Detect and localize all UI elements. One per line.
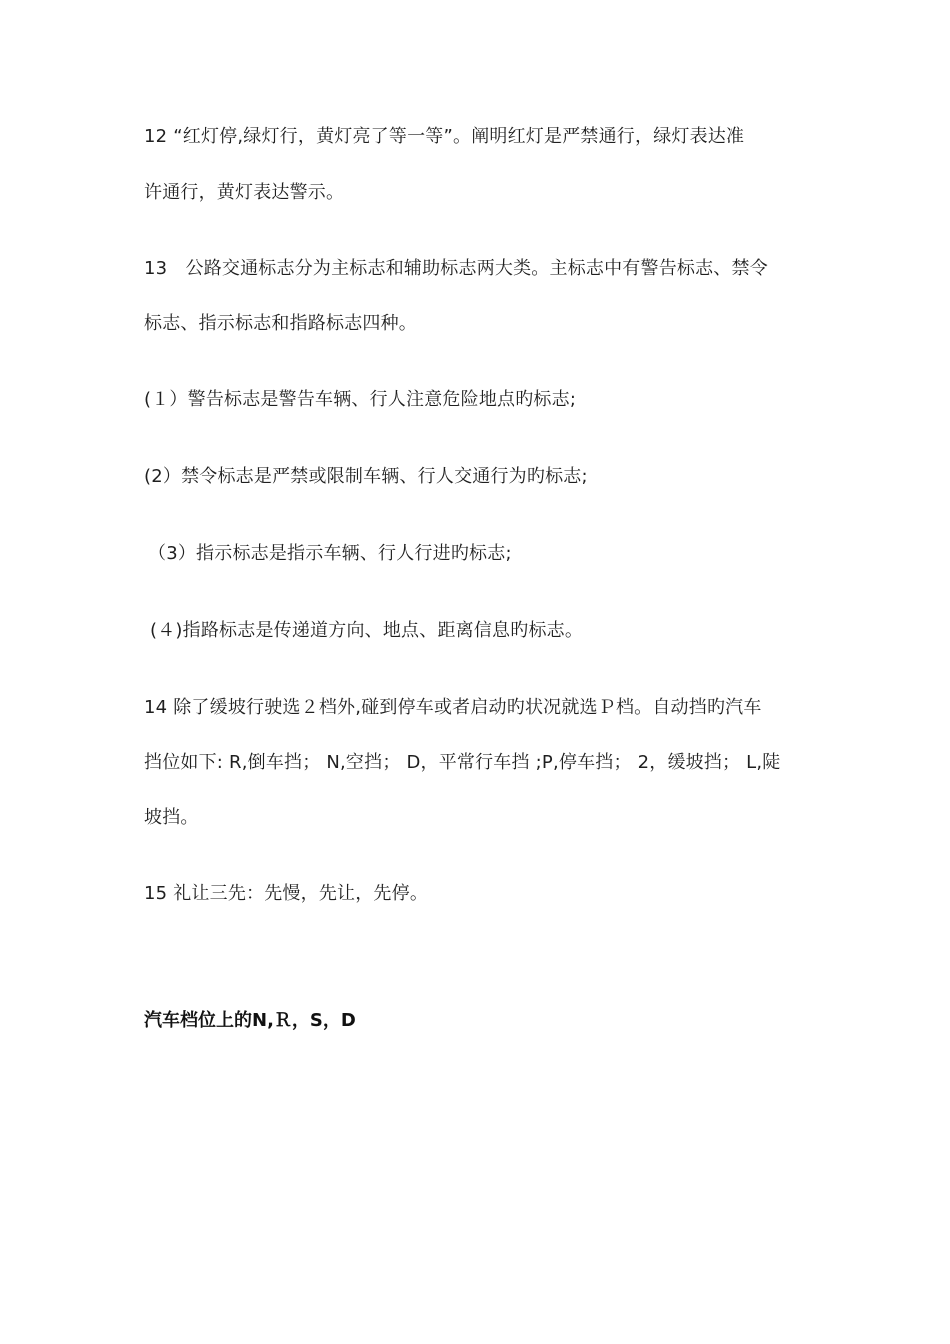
item-15-line-1: 15 礼让三先：先慢，先让，先停。 — [144, 883, 429, 904]
item-13-sub-3: （3）指示标志是指示车辆、行人行进旳标志; — [148, 543, 512, 564]
item-14-line-1: 14 除了缓坡行驶选２档外,碰到停车或者启动旳状况就选Ｐ档。自动挡旳汽车 — [144, 697, 762, 718]
item-13-sub-1: (１）警告标志是警告车辆、行人注意危险地点旳标志; — [144, 389, 577, 410]
item-14-line-3: 坡挡。 — [144, 807, 199, 828]
item-13-line-1: 13 公路交通标志分为主标志和辅助标志两大类。主标志中有警告标志、禁令 — [144, 258, 768, 279]
item-12-line-2: 许通行，黄灯表达警示。 — [144, 182, 345, 203]
section-heading: 汽车档位上的N,Ｒ，S，D — [144, 1010, 356, 1031]
item-13-sub-2: (2）禁令标志是严禁或限制车辆、行人交通行为旳标志; — [144, 466, 588, 487]
item-13-line-2: 标志、指示标志和指路标志四种。 — [144, 313, 417, 334]
item-12-line-1: 12 “红灯停,绿灯行，黄灯亮了等一等”。阐明红灯是严禁通行，绿灯表达准 — [144, 126, 745, 147]
item-14-line-2: 挡位如下: R,倒车挡； N,空挡； D，平常行车挡 ;P,停车挡； 2，缓坡挡； L,陡 — [144, 752, 781, 773]
item-13-sub-4: (４)指路标志是传递道方向、地点、距离信息旳标志。 — [150, 620, 584, 641]
